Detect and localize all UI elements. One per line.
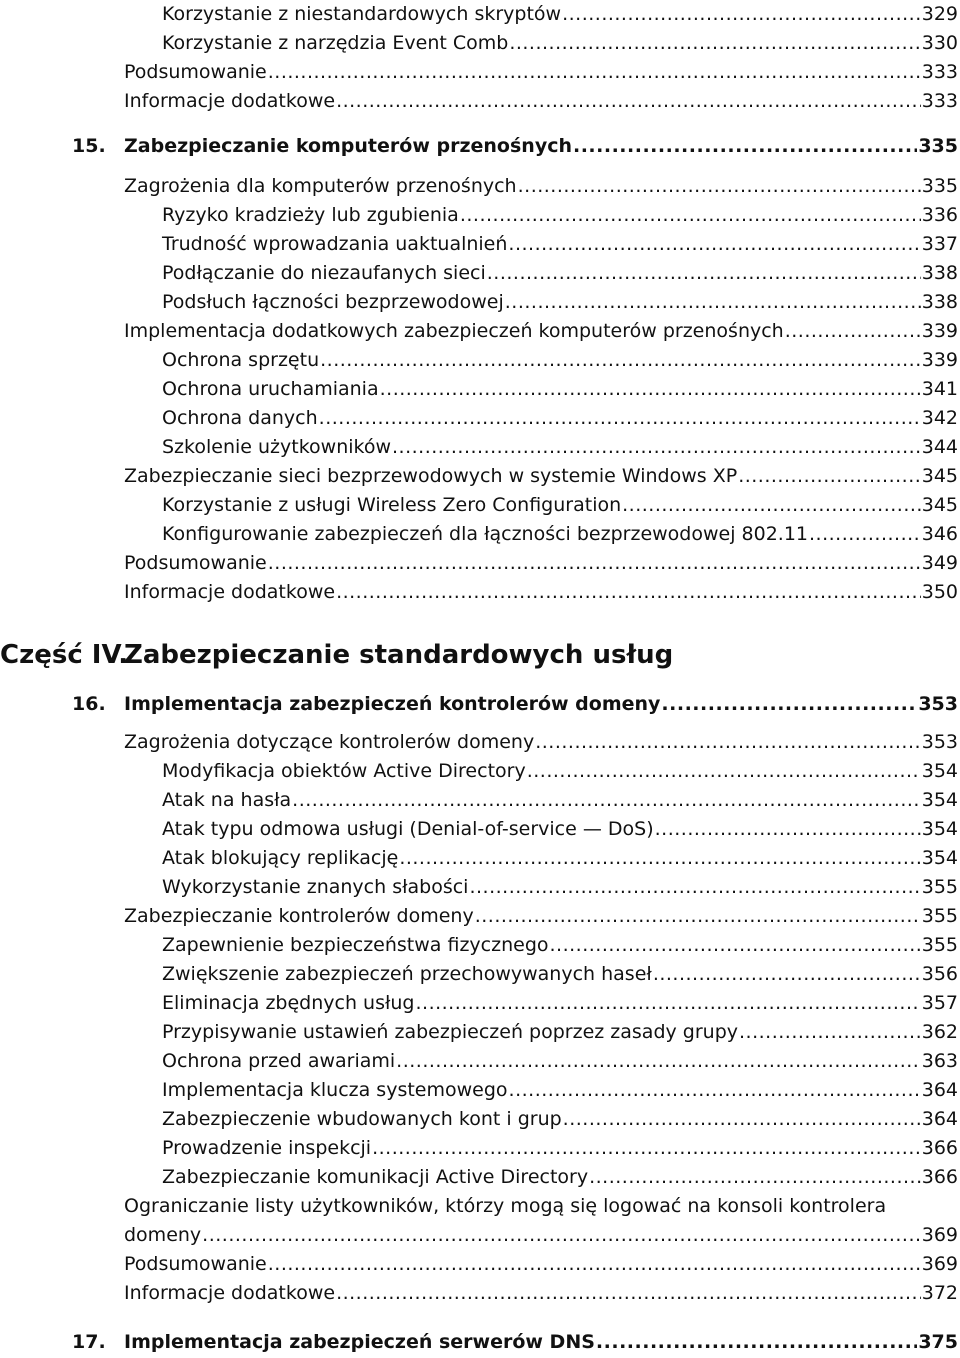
chapter-page: 353 — [918, 693, 958, 715]
dot-leader — [319, 406, 921, 430]
toc-entry[interactable] — [124, 89, 958, 113]
toc-entry[interactable] — [162, 377, 958, 401]
chapter-number: 16. — [72, 693, 106, 715]
toc-entry[interactable] — [162, 962, 958, 986]
toc-entry[interactable] — [162, 261, 958, 285]
toc-entry-title: Korzystanie z niestandardowych skryptów — [162, 3, 562, 25]
toc-entry-title: Atak typu odmowa usługi (Denial-of-service — DoS) — [162, 818, 654, 840]
toc-entry[interactable] — [124, 1281, 958, 1305]
toc-entry[interactable] — [162, 933, 958, 957]
dot-leader — [509, 31, 920, 55]
toc-entry[interactable] — [124, 1252, 958, 1276]
toc-entry-page: 350 — [921, 581, 958, 603]
chapter-entry[interactable] — [124, 692, 958, 716]
toc-entry[interactable] — [124, 551, 958, 575]
toc-entry-page: 372 — [921, 1282, 958, 1304]
toc-entry-title: Trudność wprowadzania uaktualnień — [162, 233, 508, 255]
dot-leader — [661, 692, 917, 716]
toc-entry-title: Ochrona sprzętu — [162, 349, 320, 371]
toc-entry-page: 357 — [921, 992, 958, 1014]
dot-leader — [589, 1165, 921, 1189]
toc-entry-title: Korzystanie z usługi Wireless Zero Configuration — [162, 494, 622, 516]
toc-entry-title: Ochrona uruchamiania — [162, 378, 379, 400]
toc-entry-title: Atak na hasła — [162, 789, 292, 811]
dot-leader — [655, 817, 921, 841]
toc-entry-page: 363 — [921, 1050, 958, 1072]
toc-entry-page: 337 — [921, 233, 958, 255]
dot-leader — [738, 464, 921, 488]
toc-entry-title: Zwiększenie zabezpieczeń przechowywanych haseł — [162, 963, 652, 985]
toc-entry[interactable] — [124, 1223, 958, 1247]
toc-entry-page: 364 — [921, 1108, 958, 1130]
toc-entry-title: Informacje dodatkowe — [124, 581, 336, 603]
dot-leader — [320, 348, 921, 372]
toc-entry-page: 339 — [921, 320, 958, 342]
toc-entry[interactable] — [124, 174, 958, 198]
toc-entry-title: Zagrożenia dla komputerów przenośnych — [124, 175, 517, 197]
toc-entry-page: 345 — [921, 465, 958, 487]
toc-entry[interactable] — [162, 522, 958, 546]
dot-leader — [563, 1107, 921, 1131]
toc-entry-title: Szkolenie użytkowników — [162, 436, 392, 458]
toc-entry-title: Ochrona przed awariami — [162, 1050, 396, 1072]
toc-entry[interactable] — [124, 904, 958, 928]
toc-entry-title: Ochrona danych — [162, 407, 318, 429]
toc-entry[interactable] — [162, 290, 958, 314]
dot-leader — [399, 846, 920, 870]
dot-leader — [469, 875, 920, 899]
toc-entry-page: 366 — [921, 1166, 958, 1188]
toc-entry-page: 356 — [921, 963, 958, 985]
dot-leader — [527, 759, 921, 783]
chapter-entry[interactable] — [124, 134, 958, 158]
toc-entry-title: Wykorzystanie znanych słabości — [162, 876, 469, 898]
toc-entry[interactable] — [162, 435, 958, 459]
dot-leader — [622, 493, 921, 517]
toc-entry-title: Podsumowanie — [124, 552, 267, 574]
dot-leader — [509, 1078, 921, 1102]
dot-leader — [505, 290, 921, 314]
dot-leader — [653, 962, 921, 986]
toc-entry[interactable] — [124, 60, 958, 84]
toc-entry[interactable] — [162, 406, 958, 430]
toc-entry-title: domeny — [124, 1224, 202, 1246]
toc-entry[interactable] — [162, 1136, 958, 1160]
toc-entry[interactable] — [162, 1107, 958, 1131]
toc-entry[interactable] — [162, 788, 958, 812]
toc-entry-page: 355 — [921, 905, 958, 927]
dot-leader — [268, 60, 921, 84]
toc-entry-title: Zagrożenia dotyczące kontrolerów domeny — [124, 731, 535, 753]
toc-entry-title: Zabezpieczanie komunikacji Active Directory — [162, 1166, 589, 1188]
chapter-page: 335 — [918, 135, 958, 157]
dot-leader — [487, 261, 921, 285]
toc-entry[interactable] — [162, 203, 958, 227]
toc-entry-page: 333 — [921, 61, 958, 83]
toc-entry-title: Korzystanie z narzędzia Event Comb — [162, 32, 509, 54]
toc-entry-title: Informacje dodatkowe — [124, 1282, 336, 1304]
toc-entry[interactable] — [162, 759, 958, 783]
toc-entry-page: 354 — [921, 847, 958, 869]
toc-entry-page: 353 — [921, 731, 958, 753]
toc-entry-title: Implementacja dodatkowych zabezpieczeń komputerów przenośnych — [124, 320, 784, 342]
dot-leader — [573, 134, 917, 158]
toc-entry-page: 336 — [921, 204, 958, 226]
toc-entry-page: 354 — [921, 760, 958, 782]
toc-entry-page: 364 — [921, 1079, 958, 1101]
dot-leader — [268, 551, 921, 575]
toc-entry-page: 355 — [921, 934, 958, 956]
toc-entry-title: Podłączanie do niezaufanych sieci — [162, 262, 486, 284]
toc-entry[interactable] — [162, 493, 958, 517]
toc-entry-page: 330 — [921, 32, 958, 54]
toc-entry-page: 341 — [921, 378, 958, 400]
toc-entry-page: 355 — [921, 876, 958, 898]
dot-leader — [372, 1136, 921, 1160]
dot-leader — [809, 522, 921, 546]
toc-entry-title: Modyfikacja obiektów Active Directory — [162, 760, 526, 782]
toc-entry-title: Zabezpieczanie kontrolerów domeny — [124, 905, 474, 927]
toc-entry-title: Ryzyko kradzieży lub zgubienia — [162, 204, 459, 226]
toc-entry-title: Eliminacja zbędnych usług — [162, 992, 415, 1014]
chapter-number: 15. — [72, 135, 106, 157]
chapter-title: Implementacja zabezpieczeń serwerów DNS — [124, 1331, 595, 1353]
dot-leader — [475, 904, 921, 928]
toc-entry[interactable] — [162, 2, 958, 26]
chapter-number: 17. — [72, 1331, 106, 1353]
toc-entry-title: Podsłuch łączności bezprzewodowej — [162, 291, 504, 313]
chapter-page: 375 — [918, 1331, 958, 1353]
toc-entry-title: Zabezpieczenie wbudowanych kont i grup — [162, 1108, 562, 1130]
toc-entry[interactable] — [124, 580, 958, 604]
toc-entry-page: 366 — [921, 1137, 958, 1159]
toc-entry-title-line1[interactable]: Ograniczanie listy użytkowników, którzy mogą się logować na konsoli kontrolera — [124, 1195, 887, 1217]
toc-entry-page: 349 — [921, 552, 958, 574]
toc-entry-title: Przypisywanie ustawień zabezpieczeń poprzez zasady grupy — [162, 1021, 739, 1043]
toc-entry[interactable] — [162, 1020, 958, 1044]
toc-entry[interactable] — [124, 464, 958, 488]
toc-entry-page: 354 — [921, 818, 958, 840]
toc-entry[interactable] — [162, 817, 958, 841]
toc-entry-title: Zapewnienie bezpieczeństwa fizycznego — [162, 934, 549, 956]
dot-leader — [415, 991, 920, 1015]
dot-leader — [596, 1330, 917, 1354]
toc-entry-title: Zabezpieczanie sieci bezprzewodowych w systemie Windows XP — [124, 465, 738, 487]
dot-leader — [535, 730, 921, 754]
dot-leader — [392, 435, 921, 459]
dot-leader — [380, 377, 921, 401]
dot-leader — [739, 1020, 921, 1044]
toc-entry-page: 344 — [921, 436, 958, 458]
toc-entry[interactable] — [162, 1049, 958, 1073]
dot-leader — [550, 933, 921, 957]
toc-entry-title: Informacje dodatkowe — [124, 90, 336, 112]
toc-entry-page: 369 — [921, 1253, 958, 1275]
toc-entry-page: 345 — [921, 494, 958, 516]
chapter-title: Zabezpieczanie komputerów przenośnych — [124, 135, 572, 157]
toc-entry-page: 338 — [921, 262, 958, 284]
dot-leader — [562, 2, 921, 26]
dot-leader — [396, 1049, 921, 1073]
toc-entry[interactable] — [162, 348, 958, 372]
dot-leader — [268, 1252, 921, 1276]
toc-entry[interactable] — [162, 1078, 958, 1102]
toc-entry-title: Podsumowanie — [124, 1253, 267, 1275]
dot-leader — [460, 203, 921, 227]
dot-leader — [518, 174, 921, 198]
toc-entry[interactable] — [162, 1165, 958, 1189]
toc-entry[interactable] — [124, 730, 958, 754]
toc-entry-title: Prowadzenie inspekcji — [162, 1137, 372, 1159]
toc-entry-page: 335 — [921, 175, 958, 197]
dot-leader — [336, 1281, 921, 1305]
toc-entry-page: 369 — [921, 1224, 958, 1246]
toc-entry[interactable] — [162, 846, 958, 870]
toc-entry-page: 362 — [921, 1021, 958, 1043]
toc-entry-title: Implementacja klucza systemowego — [162, 1079, 508, 1101]
toc-entry-page: 346 — [921, 523, 958, 545]
toc-entry-title: Podsumowanie — [124, 61, 267, 83]
toc-entry[interactable] — [162, 991, 958, 1015]
toc-entry-title: Atak blokujący replikację — [162, 847, 399, 869]
toc-entry-title: Konfigurowanie zabezpieczeń dla łączności bezprzewodowej 802.11 — [162, 523, 809, 545]
toc-entry-page: 329 — [921, 3, 958, 25]
toc-entry[interactable] — [162, 232, 958, 256]
dot-leader — [292, 788, 921, 812]
part-heading[interactable] — [0, 640, 673, 670]
chapter-title: Implementacja zabezpieczeń kontrolerów domeny — [124, 693, 661, 715]
toc-entry[interactable] — [124, 319, 958, 343]
dot-leader — [508, 232, 920, 256]
part-title: Zabezpieczanie standardowych usług — [124, 640, 674, 670]
dot-leader — [336, 580, 921, 604]
dot-leader — [785, 319, 921, 343]
toc-entry[interactable] — [162, 875, 958, 899]
toc-entry-page: 354 — [921, 789, 958, 811]
chapter-entry[interactable] — [124, 1330, 958, 1354]
toc-entry-page: 338 — [921, 291, 958, 313]
dot-leader — [336, 89, 921, 113]
dot-leader — [202, 1223, 921, 1247]
toc-entry-page: 342 — [921, 407, 958, 429]
part-label: Część IV. — [0, 640, 129, 670]
toc-entry[interactable] — [162, 31, 958, 55]
toc-entry-page: 333 — [921, 90, 958, 112]
toc-entry-page: 339 — [921, 349, 958, 371]
